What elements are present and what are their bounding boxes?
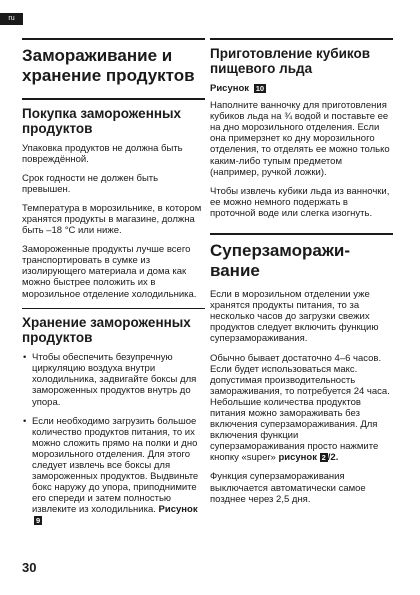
purchase-paragraph: Упаковка продуктов не должна быть повреждённой. [22, 142, 183, 165]
superfreeze-heading: Суперзаморажи-вание [210, 241, 351, 281]
title-rule [22, 38, 205, 40]
page-number: 30 [22, 560, 37, 575]
figure-reference [210, 83, 393, 94]
storage-list [22, 352, 205, 526]
superfreeze-paragraph: Функция суперзамораживания выключается автоматически самое позднее через 2,5 дня. [210, 471, 366, 505]
figure-number-badge: 2 [321, 453, 326, 463]
section-rule [22, 98, 205, 100]
purchase-paragraph: Срок годности не должен быть превышен. [22, 172, 159, 195]
superfreeze-paragraph: Обычно бывает достаточно 4–6 часов. Если будет использоваться макс. допустимая производительность замораживания, то потребуется 24 часа. Небольшие количества продуктов питания можно замораживать без включения суперзамораживания. Для включения функции суперзамораживания просто нажмите кнопку «super» рисунок 2 /2. [210, 352, 390, 464]
figure-reference-suffix: /2. [327, 452, 339, 464]
right-column [210, 38, 393, 513]
language-tab: ru [0, 13, 23, 25]
section-rule [22, 308, 205, 310]
purchase-paragraph: Замороженные продукты лучше всего транспортировать в сумке из изолирующего материала и дома как можно быстрее положить их в морозильное отделение холодильника. [22, 244, 197, 300]
ice-heading: Приготовление кубиков пищевого льда [210, 46, 371, 76]
section-rule [210, 38, 393, 40]
purchase-paragraph: Температура в морозильнике, в котором хранятся продукты в магазине, должна быть –18 °C или ниже. [22, 202, 202, 237]
superfreeze-paragraph: Если в морозильном отделении уже хранятся продукты питания, то за несколько часов до загрузки свежих продуктов следует включить функцию суперзамораживания. [210, 289, 379, 345]
figure-number-badge: 10 [255, 84, 265, 93]
list-item: • Если необходимо загрузить большое количество продуктов питания, то их можно сложить прямо на полки и дно морозильного отделения. Для этого следует извлечь все боксы для замороженных продуктов. Выдвиньте бокс наружу до упора, приподнимите его спереди и затем полностью извлеките из холодильника. Рисунок9 [22, 416, 205, 527]
storage-heading: Хранение замороженных продуктов [22, 315, 191, 346]
left-column [22, 38, 205, 535]
ice-paragraph: Наполните ванночку для приготовления кубиков льда на ¾ водой и поставьте ее на дно морозильного отделения. Если она примерзнет ко дну морозильного отделения, то отделять ее можно только каким-либо тупым предметом (например, ручкой ложки). [210, 100, 390, 178]
purchase-heading: Покупка замороженных продуктов [22, 105, 182, 136]
figure-reference-label: Рисунок [210, 83, 250, 94]
figure-reference-label: рисунок [278, 452, 317, 464]
page-title: Замораживание и хранение продуктов [22, 46, 195, 85]
list-item: • Чтобы обеспечить безупречную циркуляцию воздуха внутри холодильника, задвигайте боксы для замороженных продуктов внутрь до упора. [22, 352, 205, 407]
figure-reference-label: Рисунок [158, 504, 198, 516]
ice-paragraph: Чтобы извлечь кубики льда из ванночки, ее можно немного подержать в проточной воде или слегка изогнуть. [210, 185, 390, 219]
section-rule [210, 233, 393, 235]
figure-number-badge: 9 [36, 516, 41, 526]
